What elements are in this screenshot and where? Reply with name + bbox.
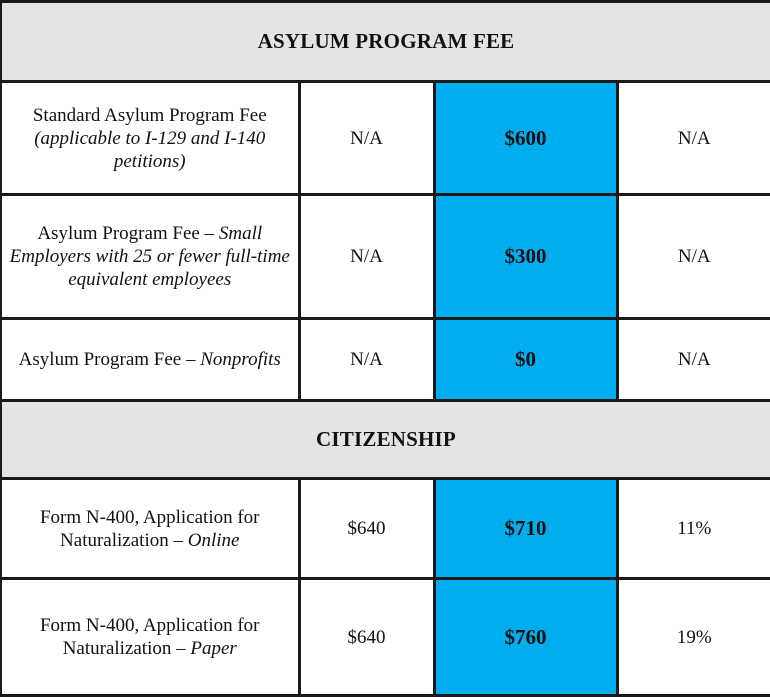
description-italic-text: Small bbox=[218, 223, 263, 244]
description-line bbox=[4, 222, 296, 245]
section-title: ASYLUM PROGRAM FEE bbox=[1, 2, 770, 82]
new-fee: $600 bbox=[434, 82, 617, 195]
percent-change: N/A bbox=[617, 319, 770, 401]
table-row bbox=[1, 82, 770, 195]
description-text: Naturalization – bbox=[60, 529, 188, 551]
new-fee: $0 bbox=[434, 319, 617, 401]
description-text: Asylum Program Fee – bbox=[18, 349, 201, 370]
table-row bbox=[1, 479, 770, 579]
current-fee: N/A bbox=[299, 195, 434, 319]
description-line bbox=[4, 529, 296, 552]
fee-description bbox=[1, 195, 299, 319]
description-text: Form N-400, Application for bbox=[39, 506, 260, 528]
description-italic-text: (applicable to I-129 and I-140 bbox=[34, 127, 266, 149]
description-italic-text: Paper bbox=[190, 638, 237, 659]
current-fee: $640 bbox=[299, 479, 434, 579]
percent-change: 19% bbox=[617, 579, 770, 696]
description-line bbox=[4, 506, 296, 529]
section-header-row bbox=[1, 2, 770, 82]
description-text: Standard Asylum Program Fee bbox=[32, 104, 267, 126]
description-italic-text: Nonprofits bbox=[200, 349, 281, 370]
current-fee: N/A bbox=[299, 319, 434, 401]
fee-description bbox=[1, 479, 299, 579]
description-line bbox=[4, 150, 296, 173]
percent-change: N/A bbox=[617, 82, 770, 195]
table-row bbox=[1, 195, 770, 319]
description-italic-text: Employers with 25 or fewer full-time bbox=[9, 246, 290, 267]
description-line bbox=[4, 245, 296, 268]
description-line bbox=[4, 104, 296, 127]
fee-description bbox=[1, 319, 299, 401]
description-line bbox=[4, 637, 296, 660]
description-text: Naturalization – bbox=[62, 638, 191, 659]
percent-change: 11% bbox=[617, 479, 770, 579]
section-title: CITIZENSHIP bbox=[1, 401, 770, 479]
new-fee: $300 bbox=[434, 195, 617, 319]
table-row bbox=[1, 579, 770, 696]
table-row bbox=[1, 319, 770, 401]
current-fee: N/A bbox=[299, 82, 434, 195]
section-header-row bbox=[1, 401, 770, 479]
percent-change: N/A bbox=[617, 195, 770, 319]
description-text: Asylum Program Fee – bbox=[37, 223, 219, 244]
description-line bbox=[4, 127, 296, 150]
description-line bbox=[4, 348, 296, 371]
description-line bbox=[4, 614, 296, 637]
description-line bbox=[4, 268, 296, 291]
current-fee: $640 bbox=[299, 579, 434, 696]
new-fee: $760 bbox=[434, 579, 617, 696]
description-italic-text: petitions) bbox=[113, 150, 186, 172]
description-text: Form N-400, Application for bbox=[39, 615, 260, 636]
description-italic-text: equivalent employees bbox=[68, 269, 232, 290]
description-italic-text: Online bbox=[187, 529, 240, 551]
new-fee: $710 bbox=[434, 479, 617, 579]
fee-description bbox=[1, 82, 299, 195]
fee-description bbox=[1, 579, 299, 696]
